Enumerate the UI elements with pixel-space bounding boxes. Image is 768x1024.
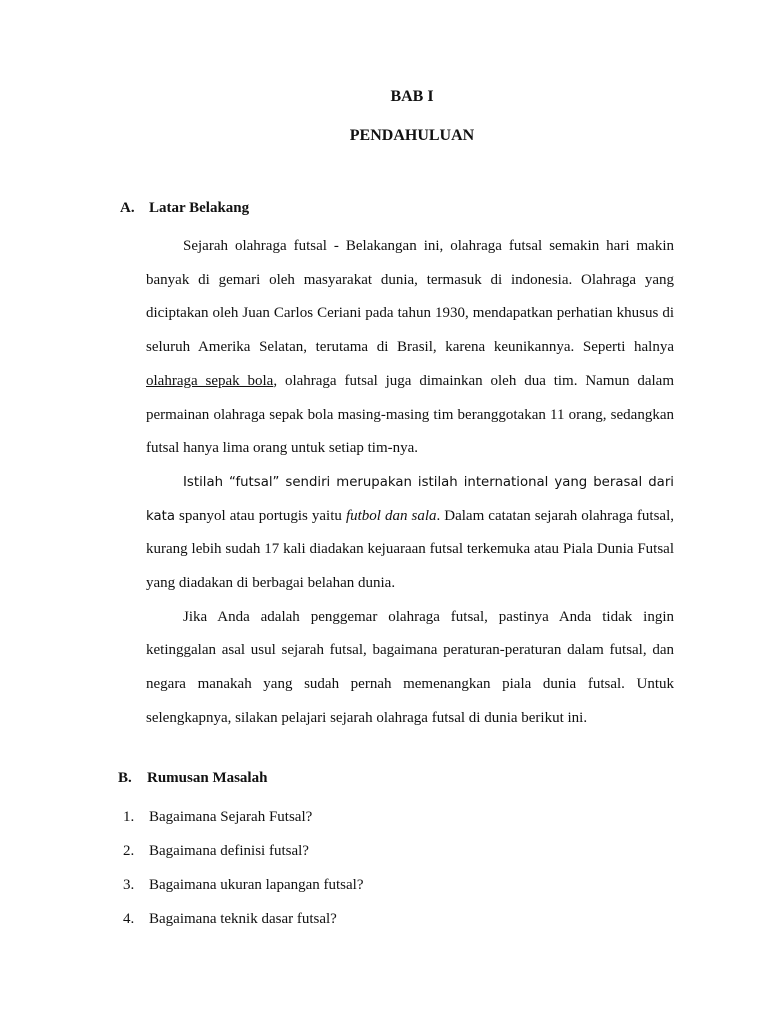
background-body [146, 230, 674, 736]
list-text: Bagaimana Sejarah Futsal? [149, 809, 313, 825]
section-a-letter: A. [120, 200, 135, 216]
list-text: Bagaimana ukuran lapangan futsal? [149, 877, 364, 893]
paragraph-1: Sejarah olahraga futsal - Belakangan ini, olahraga futsal semakin hari makin banyak di gemari oleh masyarakat dunia, termasuk di indonesia. Olahraga yang diciptakan oleh Juan Carlos Ceriani pada tahun 1930, mendapatkan perhatian khusus di seluruh Amerika Selatan, terutama di Brasil, karena keunikannya. Seperti halnya olahraga sepak bola, olahraga futsal juga dimainkan oleh dua tim. Namun dalam permainan olahraga sepak bola masing-masing tim beranggotakan 11 orang, sedangkan futsal hanya lima orang untuk setiap tim-nya. [146, 238, 674, 457]
list-number: 1. [123, 809, 135, 825]
chapter-title: BAB I [390, 88, 434, 105]
list-number: 3. [123, 877, 135, 893]
list-number: 4. [123, 911, 135, 927]
chapter-subtitle: PENDAHULUAN [349, 127, 475, 144]
list-number: 2. [123, 843, 135, 859]
list-text: Bagaimana definisi futsal? [149, 843, 309, 859]
futbol-dan-sala-term: futbol dan sala [345, 507, 437, 524]
section-b-letter: B. [118, 770, 132, 786]
list-text: Bagaimana teknik dasar futsal? [149, 911, 337, 927]
paragraph-3: Jika Anda adalah penggemar olahraga futsal, pastinya Anda tidak ingin ketinggalan asal usul sejarah futsal, bagaimana peraturan-peraturan dalam futsal, dan negara manakah yang sudah pernah memenangkan piala dunia futsal. Untuk selengkapnya, silakan pelajari sejarah olahraga futsal di dunia berikut ini. [146, 608, 674, 726]
section-a-title: Latar Belakang [149, 200, 250, 216]
section-b-title: Rumusan Masalah [147, 770, 268, 786]
sepak-bola-link[interactable]: olahraga sepak bola [146, 372, 274, 389]
paragraph-2: Istilah “futsal” sendiri merupakan istilah international yang berasal dari kata spanyol atau portugis yaitu futbol dan sala. Dalam catatan sejarah olahraga futsal, kurang lebih sudah 17 kali diadakan kejuaraan futsal terkemuka atau Piala Dunia Futsal yang diadakan di berbagai belahan dunia. [146, 474, 675, 592]
